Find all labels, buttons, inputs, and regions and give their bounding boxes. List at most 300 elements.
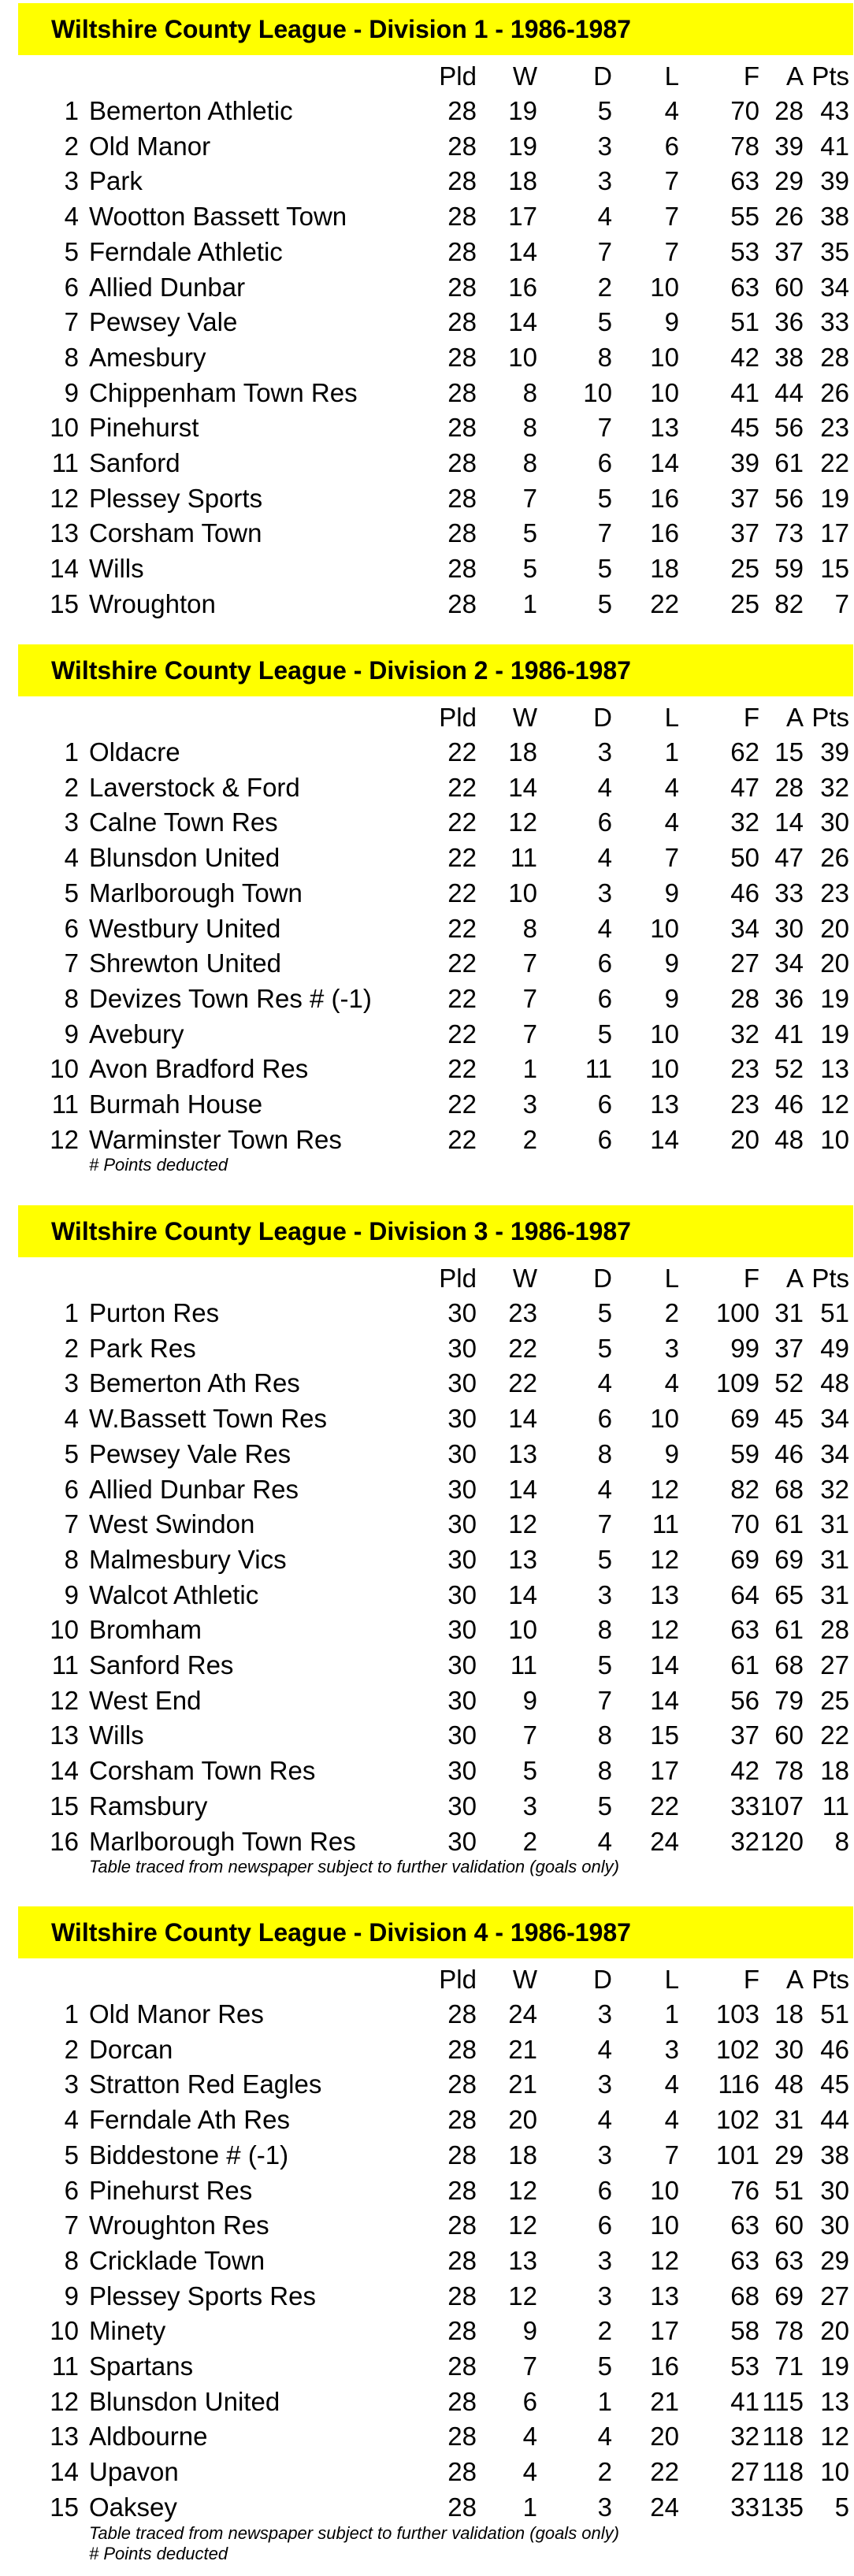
pts-cell: 34 bbox=[820, 272, 849, 302]
position-cell: 15 bbox=[50, 588, 79, 618]
column-header-f: F bbox=[743, 703, 759, 732]
pts-cell: 17 bbox=[820, 518, 849, 548]
a-cell: 30 bbox=[774, 2034, 804, 2064]
w-cell: 19 bbox=[508, 131, 537, 161]
table-row bbox=[0, 1051, 854, 1086]
table-row bbox=[0, 269, 854, 305]
l-cell: 12 bbox=[650, 2245, 679, 2275]
position-cell: 8 bbox=[64, 983, 79, 1013]
d-cell: 4 bbox=[597, 2422, 612, 2452]
f-cell: 102 bbox=[715, 2105, 759, 2135]
f-cell: 63 bbox=[730, 1615, 759, 1645]
w-cell: 1 bbox=[522, 1054, 537, 1084]
pts-cell: 7 bbox=[834, 588, 849, 618]
pld-cell: 30 bbox=[447, 1438, 477, 1468]
pts-cell: 31 bbox=[820, 1579, 849, 1609]
f-cell: 82 bbox=[730, 1474, 759, 1504]
column-header-a: A bbox=[785, 703, 804, 732]
team-name-cell: Westbury United bbox=[89, 913, 281, 943]
a-cell: 29 bbox=[774, 2140, 804, 2170]
table-row bbox=[0, 2278, 854, 2314]
division-title: Wiltshire County League - Division 1 - 1986-1987 bbox=[18, 3, 853, 55]
w-cell: 18 bbox=[508, 166, 537, 196]
l-cell: 11 bbox=[652, 1509, 679, 1539]
pld-cell: 28 bbox=[447, 483, 477, 513]
f-cell: 42 bbox=[730, 1756, 759, 1786]
pts-cell: 15 bbox=[820, 554, 849, 584]
pld-cell: 22 bbox=[447, 913, 477, 943]
d-cell: 5 bbox=[597, 1019, 612, 1049]
table-row bbox=[0, 1401, 854, 1436]
pts-cell: 22 bbox=[820, 448, 849, 477]
d-cell: 3 bbox=[597, 166, 612, 196]
l-cell: 7 bbox=[664, 202, 679, 232]
position-cell: 5 bbox=[64, 236, 79, 266]
position-cell: 7 bbox=[64, 2210, 79, 2240]
l-cell: 10 bbox=[650, 272, 679, 302]
l-cell: 21 bbox=[650, 2386, 679, 2416]
d-cell: 5 bbox=[597, 1298, 612, 1327]
w-cell: 8 bbox=[522, 448, 537, 477]
a-cell: 34 bbox=[774, 948, 804, 978]
team-name-cell: Oaksey bbox=[89, 2492, 177, 2522]
team-name-cell: Stratton Red Eagles bbox=[89, 2069, 322, 2099]
pts-cell: 26 bbox=[820, 377, 849, 407]
position-cell: 4 bbox=[64, 1404, 79, 1434]
division-title: Wiltshire County League - Division 3 - 1986-1987 bbox=[18, 1205, 853, 1257]
pts-cell: 23 bbox=[820, 413, 849, 443]
d-cell: 8 bbox=[597, 1615, 612, 1645]
pld-cell: 22 bbox=[447, 1054, 477, 1084]
w-cell: 7 bbox=[522, 948, 537, 978]
team-name-cell: Pinehurst Res bbox=[89, 2175, 253, 2205]
pld-cell: 22 bbox=[447, 1089, 477, 1119]
l-cell: 4 bbox=[664, 807, 679, 837]
a-cell: 118 bbox=[762, 2457, 804, 2487]
team-name-cell: Dorcan bbox=[89, 2034, 173, 2064]
f-cell: 68 bbox=[730, 2281, 759, 2311]
position-cell: 4 bbox=[64, 202, 79, 232]
l-cell: 4 bbox=[664, 2069, 679, 2099]
a-cell: 31 bbox=[774, 2105, 804, 2135]
l-cell: 2 bbox=[664, 1298, 679, 1327]
w-cell: 10 bbox=[508, 342, 537, 372]
w-cell: 9 bbox=[522, 2316, 537, 2346]
d-cell: 6 bbox=[597, 2210, 612, 2240]
d-cell: 5 bbox=[597, 1333, 612, 1363]
f-cell: 32 bbox=[730, 807, 759, 837]
l-cell: 9 bbox=[664, 307, 679, 337]
l-cell: 10 bbox=[650, 1054, 679, 1084]
f-cell: 46 bbox=[730, 878, 759, 908]
table-row bbox=[0, 551, 854, 586]
d-cell: 4 bbox=[597, 2105, 612, 2135]
table-row bbox=[0, 1436, 854, 1472]
w-cell: 14 bbox=[508, 772, 537, 802]
pts-cell: 35 bbox=[820, 236, 849, 266]
position-cell: 1 bbox=[64, 1298, 79, 1327]
table-row bbox=[0, 2454, 854, 2489]
column-header-a: A bbox=[785, 61, 804, 91]
pts-cell: 39 bbox=[820, 166, 849, 196]
team-name-cell: Walcot Athletic bbox=[89, 1579, 259, 1609]
pts-cell: 29 bbox=[820, 2245, 849, 2275]
table-row bbox=[0, 340, 854, 375]
position-cell: 10 bbox=[50, 2316, 79, 2346]
table-row bbox=[0, 1295, 854, 1331]
table-row bbox=[0, 515, 854, 551]
f-cell: 27 bbox=[730, 948, 759, 978]
column-header-d: D bbox=[593, 61, 612, 91]
a-cell: 68 bbox=[774, 1474, 804, 1504]
f-cell: 34 bbox=[730, 913, 759, 943]
d-cell: 5 bbox=[597, 1544, 612, 1574]
d-cell: 8 bbox=[597, 1756, 612, 1786]
pts-cell: 31 bbox=[820, 1544, 849, 1574]
position-cell: 7 bbox=[64, 307, 79, 337]
table-row bbox=[0, 2489, 854, 2525]
position-cell: 14 bbox=[50, 554, 79, 584]
table-row bbox=[0, 1122, 854, 1157]
d-cell: 6 bbox=[597, 983, 612, 1013]
pts-cell: 22 bbox=[820, 1720, 849, 1750]
table-row bbox=[0, 1577, 854, 1613]
d-cell: 5 bbox=[597, 588, 612, 618]
column-header-f: F bbox=[743, 61, 759, 91]
f-cell: 41 bbox=[730, 2386, 759, 2416]
pts-cell: 39 bbox=[820, 737, 849, 766]
f-cell: 102 bbox=[715, 2034, 759, 2064]
team-name-cell: Ferndale Ath Res bbox=[89, 2105, 290, 2135]
column-header-pts: Pts bbox=[811, 703, 849, 732]
pld-cell: 28 bbox=[447, 448, 477, 477]
d-cell: 5 bbox=[597, 554, 612, 584]
f-cell: 33 bbox=[730, 1791, 759, 1821]
l-cell: 10 bbox=[650, 2175, 679, 2205]
division-title: Wiltshire County League - Division 4 - 1986-1987 bbox=[18, 1906, 853, 1958]
w-cell: 8 bbox=[522, 377, 537, 407]
table-row bbox=[0, 234, 854, 269]
pld-cell: 28 bbox=[447, 2034, 477, 2064]
f-cell: 63 bbox=[730, 2245, 759, 2275]
a-cell: 115 bbox=[762, 2386, 804, 2416]
a-cell: 46 bbox=[774, 1089, 804, 1119]
pts-cell: 10 bbox=[820, 2457, 849, 2487]
pld-cell: 30 bbox=[447, 1404, 477, 1434]
d-cell: 4 bbox=[597, 1826, 612, 1856]
table-row bbox=[0, 911, 854, 946]
pld-cell: 28 bbox=[447, 2210, 477, 2240]
table-row bbox=[0, 410, 854, 445]
position-cell: 6 bbox=[64, 1474, 79, 1504]
team-name-cell: Minety bbox=[89, 2316, 166, 2346]
column-header-l: L bbox=[664, 1264, 679, 1293]
d-cell: 6 bbox=[597, 1404, 612, 1434]
team-name-cell: Oldacre bbox=[89, 737, 180, 766]
f-cell: 23 bbox=[730, 1089, 759, 1119]
f-cell: 78 bbox=[730, 131, 759, 161]
table-row bbox=[0, 945, 854, 981]
f-cell: 33 bbox=[730, 2492, 759, 2522]
position-cell: 15 bbox=[50, 2492, 79, 2522]
l-cell: 22 bbox=[650, 1791, 679, 1821]
position-cell: 13 bbox=[50, 1720, 79, 1750]
table-row bbox=[0, 2313, 854, 2348]
position-cell: 11 bbox=[51, 448, 79, 477]
f-cell: 63 bbox=[730, 166, 759, 196]
pld-cell: 30 bbox=[447, 1333, 477, 1363]
team-name-cell: Shrewton United bbox=[89, 948, 281, 978]
position-cell: 5 bbox=[64, 1438, 79, 1468]
team-name-cell: Spartans bbox=[89, 2351, 194, 2381]
team-name-cell: Old Manor Res bbox=[89, 1999, 264, 2029]
pts-cell: 12 bbox=[820, 1089, 849, 1119]
a-cell: 46 bbox=[774, 1438, 804, 1468]
column-header-d: D bbox=[593, 703, 612, 732]
pld-cell: 30 bbox=[447, 1791, 477, 1821]
w-cell: 11 bbox=[510, 1650, 537, 1680]
f-cell: 37 bbox=[730, 1720, 759, 1750]
team-name-cell: Laverstock & Ford bbox=[89, 772, 300, 802]
team-name-cell: Wills bbox=[89, 554, 144, 584]
f-cell: 63 bbox=[730, 272, 759, 302]
team-name-cell: Blunsdon United bbox=[89, 843, 280, 873]
pld-cell: 30 bbox=[447, 1368, 477, 1398]
w-cell: 7 bbox=[522, 1019, 537, 1049]
table-row bbox=[0, 981, 854, 1016]
position-cell: 13 bbox=[50, 2422, 79, 2452]
d-cell: 3 bbox=[597, 1579, 612, 1609]
position-cell: 11 bbox=[51, 1650, 79, 1680]
w-cell: 3 bbox=[522, 1089, 537, 1119]
pld-cell: 28 bbox=[447, 272, 477, 302]
position-cell: 5 bbox=[64, 878, 79, 908]
table-footnote: Table traced from newspaper subject to further validation (goals only) bbox=[89, 1857, 619, 1877]
a-cell: 60 bbox=[774, 2210, 804, 2240]
f-cell: 27 bbox=[730, 2457, 759, 2487]
w-cell: 20 bbox=[508, 2105, 537, 2135]
table-row bbox=[0, 2137, 854, 2173]
w-cell: 7 bbox=[522, 983, 537, 1013]
team-name-cell: Blunsdon United bbox=[89, 2386, 280, 2416]
team-name-cell: Amesbury bbox=[89, 342, 206, 372]
position-cell: 11 bbox=[51, 1089, 79, 1119]
a-cell: 78 bbox=[774, 2316, 804, 2346]
table-row bbox=[0, 1331, 854, 1366]
d-cell: 4 bbox=[597, 913, 612, 943]
f-cell: 32 bbox=[730, 2422, 759, 2452]
column-header-pld: Pld bbox=[439, 1264, 477, 1293]
l-cell: 7 bbox=[664, 2140, 679, 2170]
team-name-cell: Burmah House bbox=[89, 1089, 263, 1119]
column-header-row bbox=[0, 700, 854, 735]
pts-cell: 45 bbox=[820, 2069, 849, 2099]
pts-cell: 19 bbox=[820, 1019, 849, 1049]
table-row bbox=[0, 481, 854, 516]
pts-cell: 25 bbox=[820, 1685, 849, 1715]
w-cell: 12 bbox=[508, 807, 537, 837]
team-name-cell: Park bbox=[89, 166, 143, 196]
pld-cell: 28 bbox=[447, 2105, 477, 2135]
w-cell: 9 bbox=[522, 1685, 537, 1715]
l-cell: 17 bbox=[650, 1756, 679, 1786]
d-cell: 4 bbox=[597, 1474, 612, 1504]
table-row bbox=[0, 2173, 854, 2208]
w-cell: 2 bbox=[522, 1826, 537, 1856]
d-cell: 7 bbox=[597, 518, 612, 548]
table-row bbox=[0, 1542, 854, 1577]
w-cell: 6 bbox=[522, 2386, 537, 2416]
team-name-cell: Biddestone # (-1) bbox=[89, 2140, 289, 2170]
w-cell: 10 bbox=[508, 878, 537, 908]
pts-cell: 27 bbox=[820, 2281, 849, 2311]
l-cell: 17 bbox=[650, 2316, 679, 2346]
d-cell: 7 bbox=[597, 1509, 612, 1539]
w-cell: 14 bbox=[508, 1474, 537, 1504]
l-cell: 9 bbox=[664, 1438, 679, 1468]
position-cell: 2 bbox=[64, 131, 79, 161]
l-cell: 16 bbox=[650, 2351, 679, 2381]
column-header-l: L bbox=[664, 1965, 679, 1994]
table-row bbox=[0, 875, 854, 911]
d-cell: 4 bbox=[597, 2034, 612, 2064]
f-cell: 69 bbox=[730, 1404, 759, 1434]
l-cell: 10 bbox=[650, 1019, 679, 1049]
a-cell: 69 bbox=[774, 1544, 804, 1574]
l-cell: 1 bbox=[664, 737, 679, 766]
l-cell: 4 bbox=[664, 1368, 679, 1398]
pld-cell: 22 bbox=[447, 878, 477, 908]
pts-cell: 31 bbox=[820, 1509, 849, 1539]
pts-cell: 19 bbox=[820, 983, 849, 1013]
pld-cell: 30 bbox=[447, 1544, 477, 1574]
a-cell: 78 bbox=[774, 1756, 804, 1786]
column-header-f: F bbox=[743, 1965, 759, 1994]
pts-cell: 19 bbox=[820, 483, 849, 513]
f-cell: 64 bbox=[730, 1579, 759, 1609]
table-row bbox=[0, 1647, 854, 1683]
team-name-cell: Old Manor bbox=[89, 131, 211, 161]
team-name-cell: Pewsey Vale Res bbox=[89, 1438, 291, 1468]
l-cell: 24 bbox=[650, 1826, 679, 1856]
position-cell: 14 bbox=[50, 1756, 79, 1786]
column-header-row bbox=[0, 1962, 854, 1997]
a-cell: 59 bbox=[774, 554, 804, 584]
pld-cell: 28 bbox=[447, 2140, 477, 2170]
d-cell: 3 bbox=[597, 737, 612, 766]
pts-cell: 34 bbox=[820, 1438, 849, 1468]
column-header-w: W bbox=[512, 1264, 537, 1293]
l-cell: 10 bbox=[650, 1404, 679, 1434]
w-cell: 2 bbox=[522, 1124, 537, 1154]
l-cell: 10 bbox=[650, 377, 679, 407]
d-cell: 6 bbox=[597, 807, 612, 837]
table-row bbox=[0, 445, 854, 481]
f-cell: 32 bbox=[730, 1019, 759, 1049]
l-cell: 13 bbox=[650, 2281, 679, 2311]
l-cell: 10 bbox=[650, 913, 679, 943]
pts-cell: 44 bbox=[820, 2105, 849, 2135]
a-cell: 118 bbox=[762, 2422, 804, 2452]
position-cell: 9 bbox=[64, 2281, 79, 2311]
f-cell: 76 bbox=[730, 2175, 759, 2205]
d-cell: 8 bbox=[597, 342, 612, 372]
team-name-cell: Marlborough Town bbox=[89, 878, 303, 908]
pts-cell: 30 bbox=[820, 2175, 849, 2205]
pts-cell: 19 bbox=[820, 2351, 849, 2381]
f-cell: 45 bbox=[730, 413, 759, 443]
pld-cell: 28 bbox=[447, 236, 477, 266]
d-cell: 6 bbox=[597, 2175, 612, 2205]
team-name-cell: Pewsey Vale bbox=[89, 307, 238, 337]
position-cell: 7 bbox=[64, 948, 79, 978]
pld-cell: 30 bbox=[447, 1826, 477, 1856]
f-cell: 58 bbox=[730, 2316, 759, 2346]
table-row bbox=[0, 199, 854, 234]
pts-cell: 13 bbox=[820, 2386, 849, 2416]
f-cell: 55 bbox=[730, 202, 759, 232]
position-cell: 12 bbox=[50, 2386, 79, 2416]
d-cell: 5 bbox=[597, 1791, 612, 1821]
pld-cell: 22 bbox=[447, 1019, 477, 1049]
w-cell: 14 bbox=[508, 307, 537, 337]
l-cell: 14 bbox=[650, 1650, 679, 1680]
pld-cell: 28 bbox=[447, 131, 477, 161]
f-cell: 69 bbox=[730, 1544, 759, 1574]
team-name-cell: Wroughton bbox=[89, 588, 216, 618]
pts-cell: 26 bbox=[820, 843, 849, 873]
f-cell: 53 bbox=[730, 2351, 759, 2381]
a-cell: 61 bbox=[774, 1615, 804, 1645]
pts-cell: 41 bbox=[820, 131, 849, 161]
f-cell: 109 bbox=[715, 1368, 759, 1398]
a-cell: 48 bbox=[774, 1124, 804, 1154]
a-cell: 56 bbox=[774, 483, 804, 513]
position-cell: 12 bbox=[50, 1124, 79, 1154]
w-cell: 1 bbox=[522, 588, 537, 618]
team-name-cell: Marlborough Town Res bbox=[89, 1826, 356, 1856]
pts-cell: 49 bbox=[820, 1333, 849, 1363]
position-cell: 16 bbox=[50, 1826, 79, 1856]
table-row bbox=[0, 1612, 854, 1647]
pts-cell: 32 bbox=[820, 772, 849, 802]
f-cell: 41 bbox=[730, 377, 759, 407]
l-cell: 20 bbox=[650, 2422, 679, 2452]
table-row bbox=[0, 2102, 854, 2137]
l-cell: 14 bbox=[650, 448, 679, 477]
position-cell: 9 bbox=[64, 1019, 79, 1049]
team-name-cell: Wills bbox=[89, 1720, 144, 1750]
pts-cell: 51 bbox=[820, 1999, 849, 2029]
d-cell: 3 bbox=[597, 2281, 612, 2311]
d-cell: 10 bbox=[583, 377, 612, 407]
table-row bbox=[0, 1016, 854, 1052]
d-cell: 2 bbox=[597, 2457, 612, 2487]
pld-cell: 28 bbox=[447, 554, 477, 584]
column-header-pts: Pts bbox=[811, 1965, 849, 1994]
column-header-w: W bbox=[512, 1965, 537, 1994]
d-cell: 4 bbox=[597, 772, 612, 802]
w-cell: 5 bbox=[522, 554, 537, 584]
pld-cell: 30 bbox=[447, 1615, 477, 1645]
team-name-cell: Bemerton Athletic bbox=[89, 96, 293, 125]
f-cell: 42 bbox=[730, 342, 759, 372]
f-cell: 37 bbox=[730, 483, 759, 513]
f-cell: 100 bbox=[715, 1298, 759, 1327]
a-cell: 41 bbox=[774, 1019, 804, 1049]
pld-cell: 22 bbox=[447, 983, 477, 1013]
position-cell: 3 bbox=[64, 807, 79, 837]
